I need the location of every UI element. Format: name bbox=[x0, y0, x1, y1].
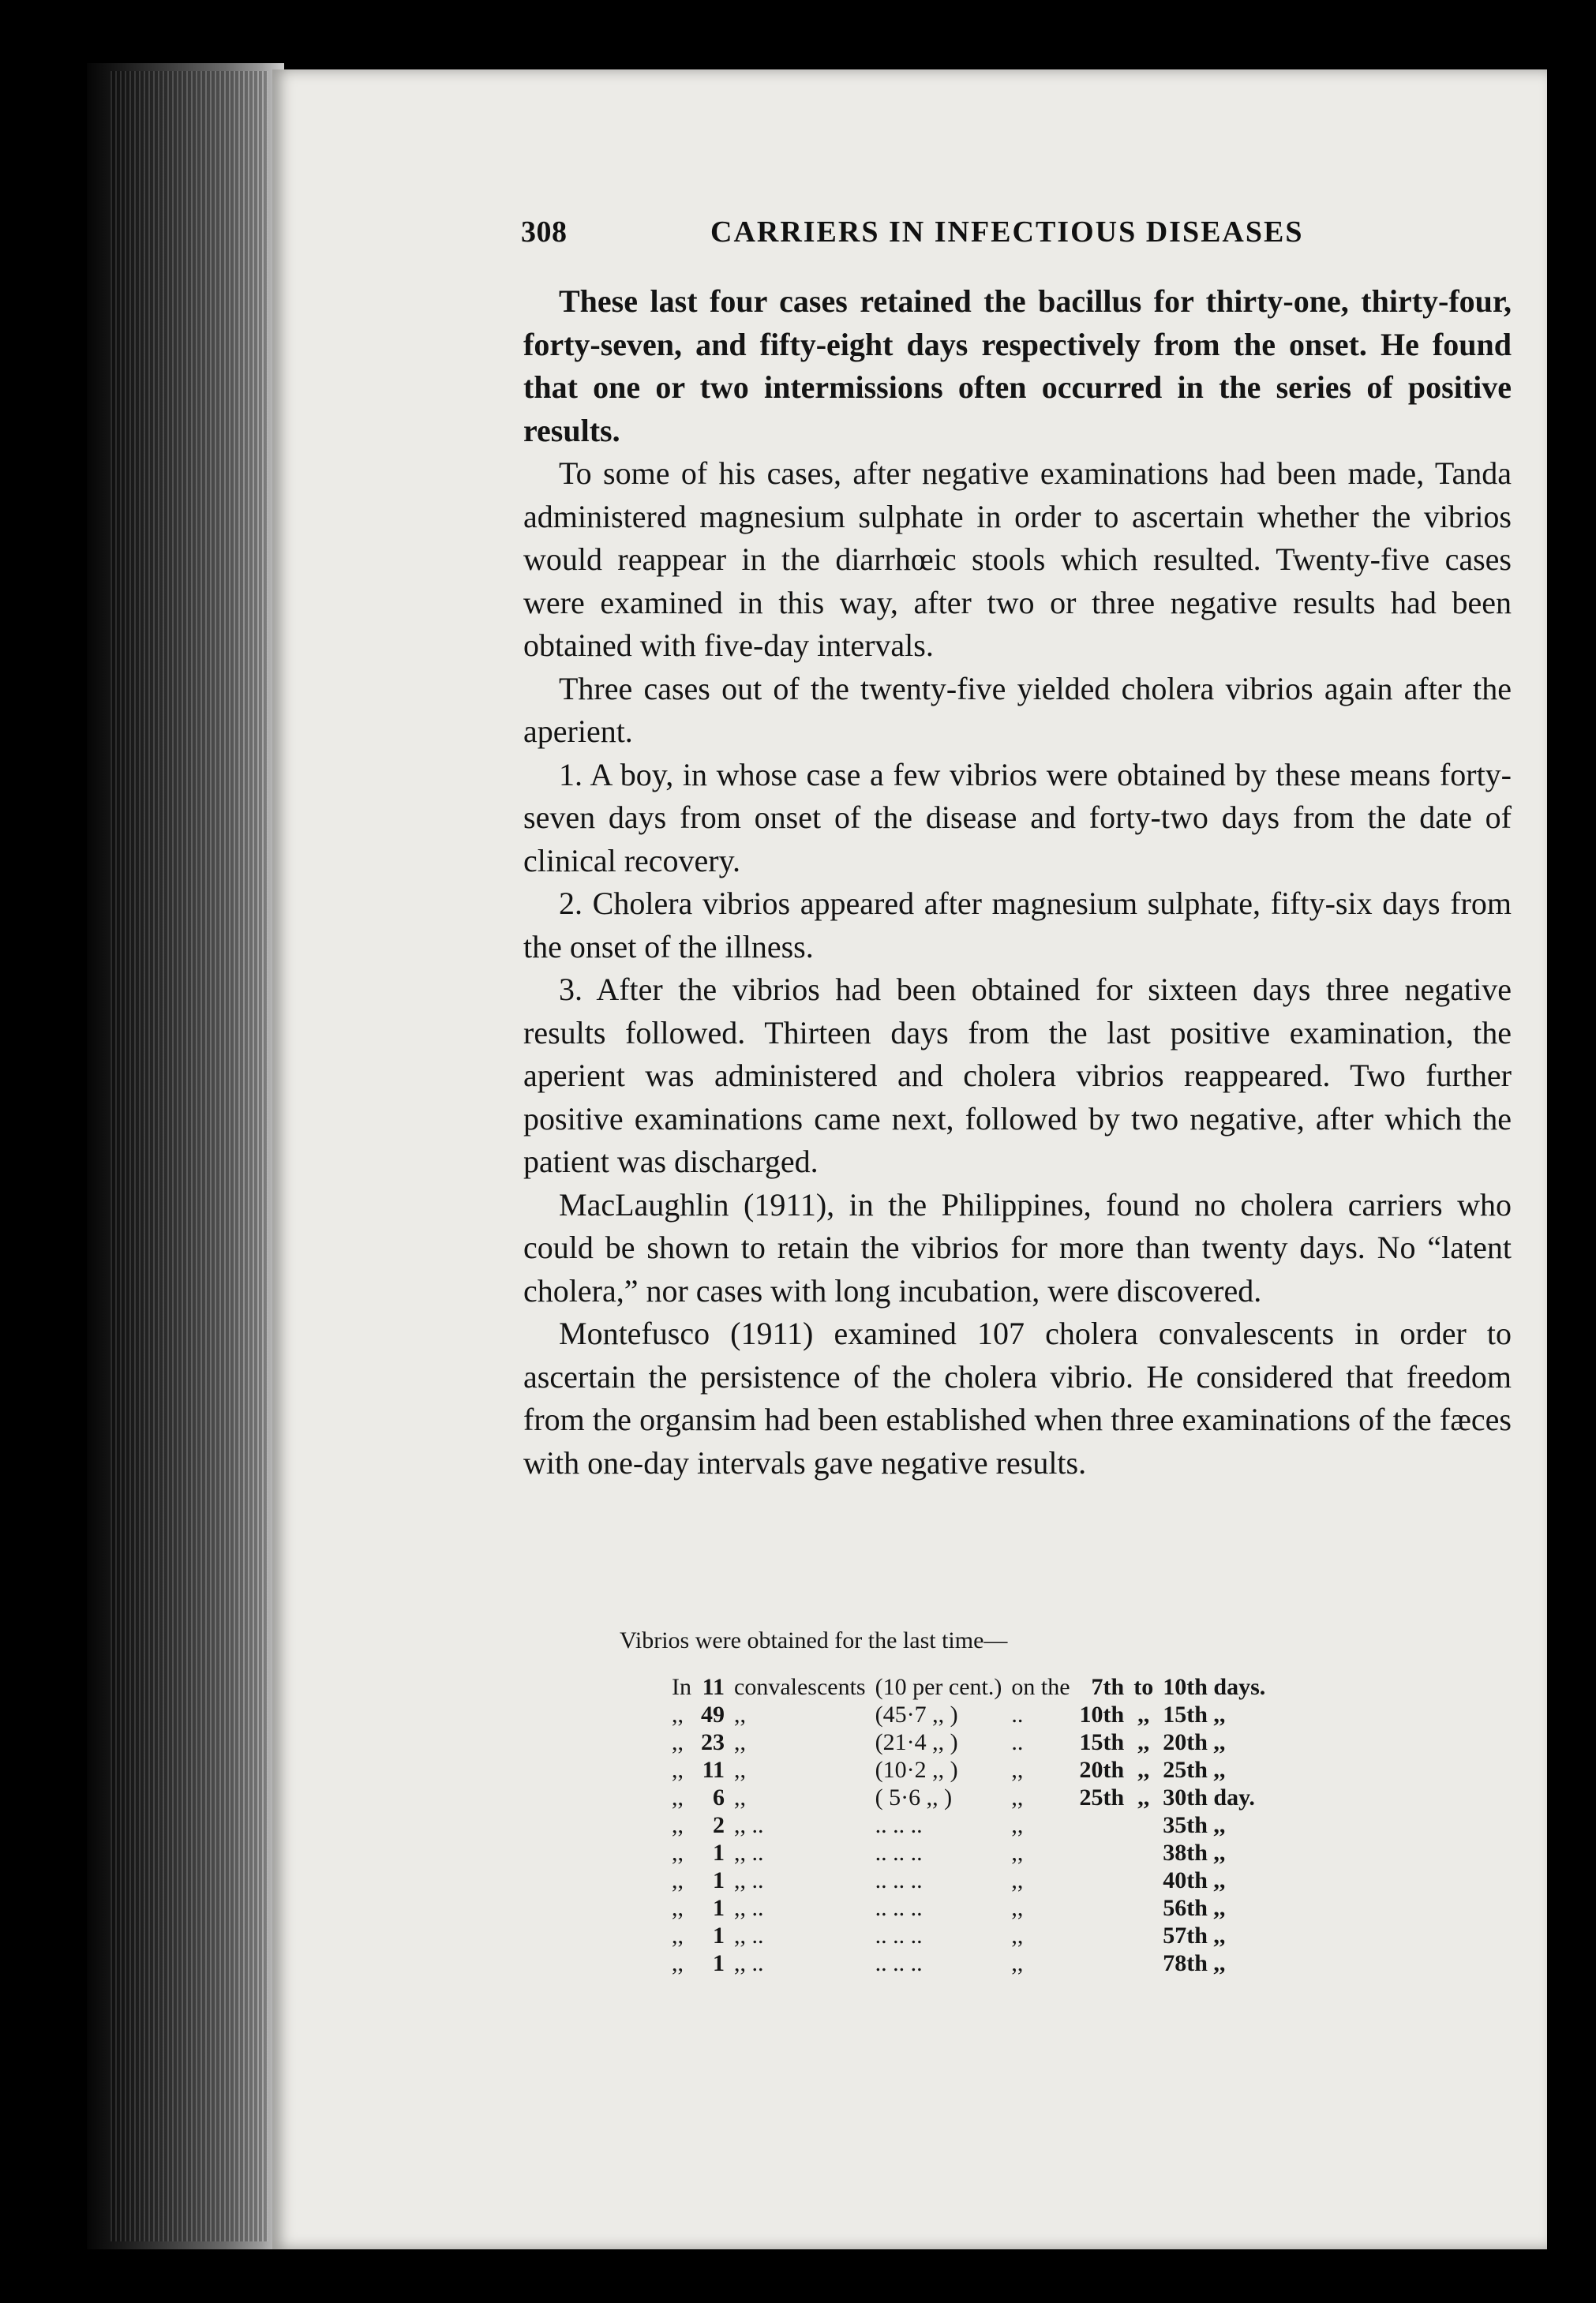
table-cell-on: on the bbox=[1011, 1674, 1070, 1700]
table-cell-prefix: In bbox=[672, 1674, 691, 1700]
table-row bbox=[667, 1867, 1270, 1894]
table-cell-on: ,, bbox=[1011, 1840, 1024, 1866]
table-cell-on: ,, bbox=[1011, 1923, 1024, 1949]
table-cell-pct: (45·7 ,, ) bbox=[875, 1702, 958, 1728]
table-row bbox=[667, 1839, 1270, 1867]
table-cell-from: 20th bbox=[1079, 1757, 1125, 1783]
paragraph: Three cases out of the twenty-five yielded cholera vibrios again after the aperient. bbox=[523, 670, 1512, 749]
vibrio-duration-table bbox=[667, 1673, 1270, 1977]
paragraph: 1. A boy, in whose case a few vibrios were obtained by these means forty-seven days from onset of the disease and forty-two days from the date of clinical recovery. bbox=[523, 756, 1512, 878]
table-cell-to: ,, bbox=[1137, 1729, 1150, 1755]
table-cell-until: 25th ,, bbox=[1163, 1757, 1226, 1783]
table-cell-count: 11 bbox=[702, 1757, 725, 1783]
table-cell-until: 10th days. bbox=[1163, 1674, 1266, 1700]
table-cell-prefix: ,, bbox=[672, 1757, 684, 1783]
table-cell-on: ,, bbox=[1011, 1867, 1024, 1893]
table-cell-pct: .. .. .. bbox=[875, 1812, 923, 1838]
table-cell-prefix: ,, bbox=[672, 1784, 684, 1811]
paragraph: 2. Cholera vibrios appeared after magnesium sulphate, fifty-six days from the onset of the illness. bbox=[523, 886, 1512, 964]
table-cell-to bbox=[1129, 1839, 1158, 1867]
table-cell-pct: (21·4 ,, ) bbox=[875, 1729, 958, 1755]
table-cell-count: 1 bbox=[713, 1895, 725, 1921]
table-cell-to: ,, bbox=[1137, 1702, 1150, 1728]
table-cell-from bbox=[1075, 1894, 1130, 1922]
body-text bbox=[523, 280, 1512, 1485]
table-cell-on: ,, bbox=[1011, 1895, 1024, 1921]
table-cell-from bbox=[1075, 1867, 1130, 1894]
table-row bbox=[667, 1894, 1270, 1922]
table-row bbox=[667, 1728, 1270, 1756]
table-row bbox=[667, 1811, 1270, 1839]
table-cell-until: 78th ,, bbox=[1163, 1950, 1226, 1976]
table-cell-from bbox=[1075, 1949, 1130, 1977]
table-cell-prefix: ,, bbox=[672, 1729, 684, 1755]
table-cell-to: ,, bbox=[1137, 1757, 1150, 1783]
table-cell-prefix: ,, bbox=[672, 1867, 684, 1893]
table-cell-until: 30th day. bbox=[1163, 1784, 1255, 1811]
table-row bbox=[667, 1701, 1270, 1728]
table-cell-count: 11 bbox=[702, 1674, 725, 1700]
table-cell-to bbox=[1129, 1922, 1158, 1949]
table-cell-word: ,, bbox=[734, 1757, 746, 1783]
table-cell-prefix: ,, bbox=[672, 1950, 684, 1976]
table-cell-from bbox=[1075, 1811, 1130, 1839]
table-cell-until: 35th ,, bbox=[1163, 1812, 1226, 1838]
table-cell-on: ,, bbox=[1011, 1757, 1024, 1783]
table-cell-to bbox=[1129, 1894, 1158, 1922]
table-cell-on: ,, bbox=[1011, 1784, 1024, 1811]
table-cell-to bbox=[1129, 1811, 1158, 1839]
table-cell-pct: (10·2 ,, ) bbox=[875, 1757, 958, 1783]
table-cell-prefix: ,, bbox=[672, 1840, 684, 1866]
table-cell-word: ,, .. bbox=[734, 1950, 764, 1976]
table-cell-word: ,, .. bbox=[734, 1867, 764, 1893]
page-edges bbox=[111, 71, 268, 2241]
table-cell-word: ,, .. bbox=[734, 1812, 764, 1838]
table-cell-until: 56th ,, bbox=[1163, 1895, 1226, 1921]
page-header bbox=[521, 215, 1515, 262]
table-cell-on: .. bbox=[1011, 1702, 1024, 1728]
table-cell-from: 15th bbox=[1079, 1729, 1125, 1755]
table-cell-on: ,, bbox=[1011, 1812, 1024, 1838]
table-cell-from: 10th bbox=[1079, 1702, 1125, 1728]
table-cell-count: 23 bbox=[701, 1729, 725, 1755]
table-cell-on: ,, bbox=[1011, 1950, 1024, 1976]
page-number: 308 bbox=[521, 215, 568, 249]
table-cell-to: to bbox=[1133, 1674, 1154, 1700]
table-cell-prefix: ,, bbox=[672, 1923, 684, 1949]
table-cell-from: 7th bbox=[1091, 1674, 1125, 1700]
table-cell-word: ,, bbox=[734, 1784, 746, 1811]
table-cell-to: ,, bbox=[1137, 1784, 1150, 1811]
table-cell-until: 38th ,, bbox=[1163, 1840, 1226, 1866]
table-cell-prefix: ,, bbox=[672, 1895, 684, 1921]
table-cell-pct: .. .. .. bbox=[875, 1950, 923, 1976]
table-cell-word: ,, bbox=[734, 1702, 746, 1728]
table-cell-count: 1 bbox=[713, 1840, 725, 1866]
table-cell-count: 2 bbox=[713, 1812, 725, 1838]
table-cell-from: 25th bbox=[1079, 1784, 1125, 1811]
table-cell-pct: .. .. .. bbox=[875, 1840, 923, 1866]
paragraph: 3. After the vibrios had been obtained for sixteen days three negative results followed. Thirteen days from the last positive examination, the aperient was administered and cholera vibrios reappeared. Two further positive examinations came next, followed by two negative, after which the patient was discharged. bbox=[523, 972, 1512, 1179]
table-cell-until: 40th ,, bbox=[1163, 1867, 1226, 1893]
table-cell-to bbox=[1129, 1867, 1158, 1894]
paragraph: These last four cases retained the bacillus for thirty-one, thirty-four, forty-seven, and fifty-eight days respectively from the onset. He found that one or two intermissions often occurred in the series of positive results. bbox=[523, 283, 1512, 448]
table-cell-word: ,, .. bbox=[734, 1923, 764, 1949]
table-cell-count: 49 bbox=[701, 1702, 725, 1728]
table-cell-pct: .. .. .. bbox=[875, 1867, 923, 1893]
table-cell-word: ,, .. bbox=[734, 1895, 764, 1921]
table-cell-until: 57th ,, bbox=[1163, 1923, 1226, 1949]
table-cell-count: 1 bbox=[713, 1867, 725, 1893]
table-cell-until: 15th ,, bbox=[1163, 1702, 1226, 1728]
table-cell-word: ,, .. bbox=[734, 1840, 764, 1866]
table-cell-to bbox=[1129, 1949, 1158, 1977]
paragraph: To some of his cases, after negative examinations had been made, Tanda administered magnesium sulphate in order to ascertain whether the vibrios would reappear in the diarrhœic stools which resulted. Twenty-five cases were examined in this way, after two or three negative results had been obtained with five-day intervals. bbox=[523, 455, 1512, 663]
table-cell-prefix: ,, bbox=[672, 1702, 684, 1728]
table-cell-until: 20th ,, bbox=[1163, 1729, 1226, 1755]
table-cell-on: .. bbox=[1011, 1729, 1024, 1755]
table-row bbox=[667, 1784, 1270, 1811]
table-cell-from bbox=[1075, 1839, 1130, 1867]
table-cell-pct: ( 5·6 ,, ) bbox=[875, 1784, 953, 1811]
paragraph: Montefusco (1911) examined 107 cholera convalescents in order to ascertain the persistence of the cholera vibrio. He considered that freedom from the organsim had been established when three examinations of the fæces with one-day intervals gave negative results. bbox=[523, 1316, 1512, 1481]
paragraph: MacLaughlin (1911), in the Philippines, found no cholera carriers who could be shown to retain the vibrios for more than twenty days. No “latent cholera,” nor cases with long incubation, were discovered. bbox=[523, 1186, 1512, 1309]
table-cell-prefix: ,, bbox=[672, 1812, 684, 1838]
table-cell-word: convalescents bbox=[734, 1674, 866, 1700]
table-cell-word: ,, bbox=[734, 1729, 746, 1755]
table-row bbox=[667, 1756, 1270, 1784]
table-cell-pct: .. .. .. bbox=[875, 1895, 923, 1921]
table-cell-from bbox=[1075, 1922, 1130, 1949]
table-row bbox=[667, 1673, 1270, 1701]
table-cell-pct: .. .. .. bbox=[875, 1923, 923, 1949]
table-cell-pct: (10 per cent.) bbox=[875, 1674, 1002, 1700]
table-row bbox=[667, 1949, 1270, 1977]
table-caption: Vibrios were obtained for the last time— bbox=[620, 1627, 1008, 1653]
table-cell-count: 1 bbox=[713, 1950, 725, 1976]
table-cell-count: 1 bbox=[713, 1923, 725, 1949]
table-row bbox=[667, 1922, 1270, 1949]
running-title: CARRIERS IN INFECTIOUS DISEASES bbox=[710, 215, 1304, 249]
table-cell-count: 6 bbox=[713, 1784, 725, 1811]
